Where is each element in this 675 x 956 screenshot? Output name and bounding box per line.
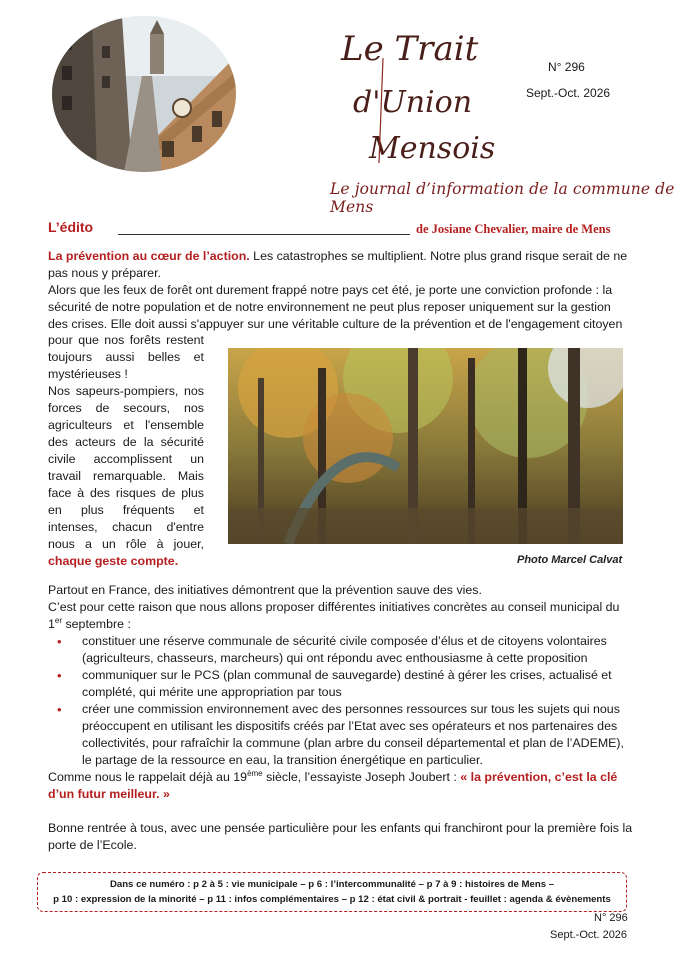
edito-intro xyxy=(48,248,633,333)
issue-date: Sept.-Oct. 2026 xyxy=(526,86,611,100)
edito-label: L’édito xyxy=(48,219,94,235)
paragraph-3: Partout en France, des initiatives démontrent que la prévention sauve des vies. xyxy=(48,583,482,597)
initiatives-list xyxy=(48,633,633,769)
list-item: • communiquer sur le PCS (plan communal de sauvegarde) destiné à gérer les crises, actualisé et complété, qui mérite une appropriation par tous xyxy=(48,667,633,701)
title-line3: Mensois xyxy=(369,131,496,166)
contents-line-2: p 10 : expression de la minorité – p 11 : infos complémentaires – p 12 : état civil & portrait - feuillet : agenda & évènements xyxy=(53,894,611,905)
photo-caption: Photo Marcel Calvat xyxy=(517,554,623,566)
paragraph-1: Alors que les feux de forêt ont durement frappé notre pays cet été, je porte une conviction profonde : la sécurité de notre population et de notre environnement ne peut plus reposer uniquement sur la gestion des crises. Elle doit aussi s'appuyer sur une véritable culture de la prévention et de l'engagement citoyen xyxy=(48,283,623,331)
journal-title xyxy=(335,18,500,168)
issue-contents-box xyxy=(37,872,627,912)
journal-subtitle: Le journal d’information de la commune de Mens xyxy=(330,180,675,216)
forest-photo xyxy=(228,348,623,544)
header-photo xyxy=(52,16,236,172)
paragraph-4: C’est pour cette raison que nous allons proposer différentes initiatives concrètes au conseil municipal du 1er septembre : xyxy=(48,600,620,631)
paragraph-2: Nos sapeurs-pompiers, nos forces de secours, nos agriculteurs et l'ensemble des acteurs de la sécurité civile accomplissent un travail remarquable. Mais face à des risques de plus en plus fréquents et intenses, chacun d'entre nous a un rôle à jouer, xyxy=(48,384,204,551)
list-item: • constituer une réserve communale de sécurité civile composée d’élus et de citoyens volontaires (agriculteurs, chasseurs, marcheurs) qui ont répondu avec enthousiasme à cette proposition xyxy=(48,633,633,667)
paragraph-6: Bonne rentrée à tous, avec une pensée particulière pour les enfants qui franchiront pour la première fois la porte de l’Ecole. xyxy=(48,821,633,852)
lead-text: Les catastrophes se multiplient. Notre plus grand risque serait de ne pas nous y préparer. xyxy=(48,249,628,280)
footer-issue-date: Sept.-Oct. 2026 xyxy=(550,929,628,941)
contents-line-1: Dans ce numéro : p 2 à 5 : vie municipale – p 6 : l’intercommunalité – p 7 à 9 : histoires de Mens – xyxy=(109,879,555,890)
issue-number: N° 296 xyxy=(548,60,585,74)
edito-rule xyxy=(118,234,410,235)
narrow-column xyxy=(48,332,204,570)
paragraph-1-continued: pour que nos forêts restent toujours aussi belles et mystérieuses ! xyxy=(48,333,204,381)
paragraph-5: Comme nous le rappelait déjà au 19ème siècle, l’essayiste Joseph Joubert : « la prévention, c’est la clé d’un futur meilleur. » xyxy=(48,768,618,801)
list-item: • créer une commission environnement avec des personnes ressources sur tous les sujets qui nous préoccupent en utilisant les dispositifs créés par l’Etat avec ses opérateurs et nos partenaires des collectivités, pour rafraîchir la commune (plan arbre du conseil départemental et plan de l’ADEME), le partage de la ressource en eau, la transition énergétique en particulier. xyxy=(48,701,633,769)
lead-highlight: La prévention au cœur de l’action. xyxy=(48,249,250,263)
joubert-quote: « la prévention, c’est la clé d’un futur meilleur. » xyxy=(48,770,618,801)
edito-lower xyxy=(48,582,633,854)
footer-issue-number: N° 296 xyxy=(594,912,628,924)
title-line2: d'Union xyxy=(353,85,473,120)
title-line1: Le Trait xyxy=(341,29,479,69)
paragraph-2-highlight: chaque geste compte. xyxy=(48,554,179,568)
edito-author: de Josiane Chevalier, maire de Mens xyxy=(416,222,611,236)
